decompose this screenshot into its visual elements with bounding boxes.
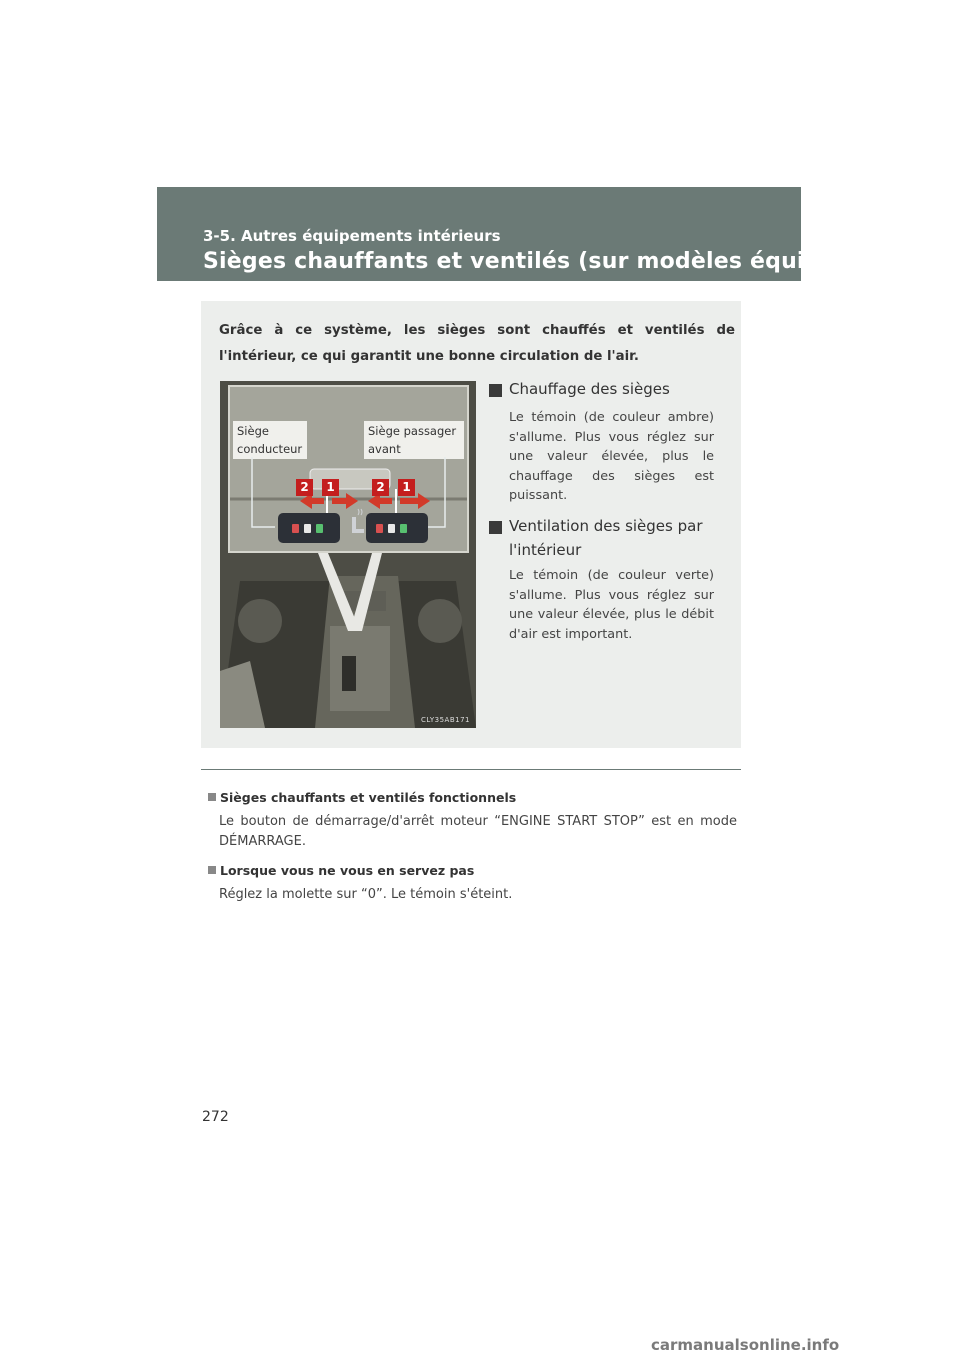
section-label: 3-5. Autres équipements intérieurs — [203, 227, 501, 245]
note-unused — [208, 863, 748, 905]
callout-2-driver: 2 — [296, 479, 313, 496]
intro-text: Grâce à ce système, les sièges sont chauffés et ventilés de l'intérieur, ce qui garantit une bonne circulation de l'air. — [219, 323, 735, 364]
watermark: carmanualsonline.info — [651, 1336, 840, 1354]
number-badge-1 — [489, 384, 502, 397]
passenger-seat-dial[interactable] — [366, 513, 428, 543]
square-bullet-icon — [208, 793, 216, 801]
item-title: Ventilation des sièges par l'intérieur — [509, 517, 703, 559]
figure-code: CLY35AB171 — [421, 716, 470, 724]
item-body: Le témoin (de couleur ambre) s'allume. Plus vous réglez sur une valeur élevée, plus le chauffage des sièges est puissant. — [509, 410, 714, 503]
callout-1-driver: 1 — [322, 479, 339, 496]
content-box — [201, 301, 741, 748]
seat-icon — [352, 509, 364, 533]
callout-2-passenger: 2 — [372, 479, 389, 496]
item-body: Le témoin (de couleur verte) s'allume. Plus vous réglez sur une valeur élevée, plus le débit d'air est important. — [509, 568, 714, 642]
square-bullet-icon — [208, 866, 216, 874]
callout-1-passenger: 1 — [398, 479, 415, 496]
page-header — [157, 187, 860, 281]
control-inset — [228, 385, 469, 553]
driver-seat-label: Siège conducteur — [233, 421, 307, 459]
note-functional — [208, 790, 748, 852]
passenger-seat-label: Siège passager avant — [364, 421, 464, 459]
page-number: 272 — [202, 1109, 229, 1125]
item-title: Chauffage des sièges — [509, 380, 670, 398]
note-body: Le bouton de démarrage/d'arrêt moteur “ENGINE START STOP” est en mode DÉMARRAGE. — [219, 814, 737, 849]
page-title: Sièges chauffants et ventilés (sur modèles équipés) — [203, 249, 860, 274]
note-heading: Lorsque vous ne vous en servez pas — [208, 863, 748, 878]
number-badge-2 — [489, 521, 502, 534]
console-illustration — [220, 381, 476, 728]
note-body: Réglez la molette sur “0”. Le témoin s'éteint. — [219, 887, 513, 902]
note-heading: Sièges chauffants et ventilés fonctionnels — [208, 790, 748, 805]
divider — [201, 769, 741, 770]
inset-lines — [230, 387, 467, 551]
driver-seat-dial[interactable] — [278, 513, 340, 543]
